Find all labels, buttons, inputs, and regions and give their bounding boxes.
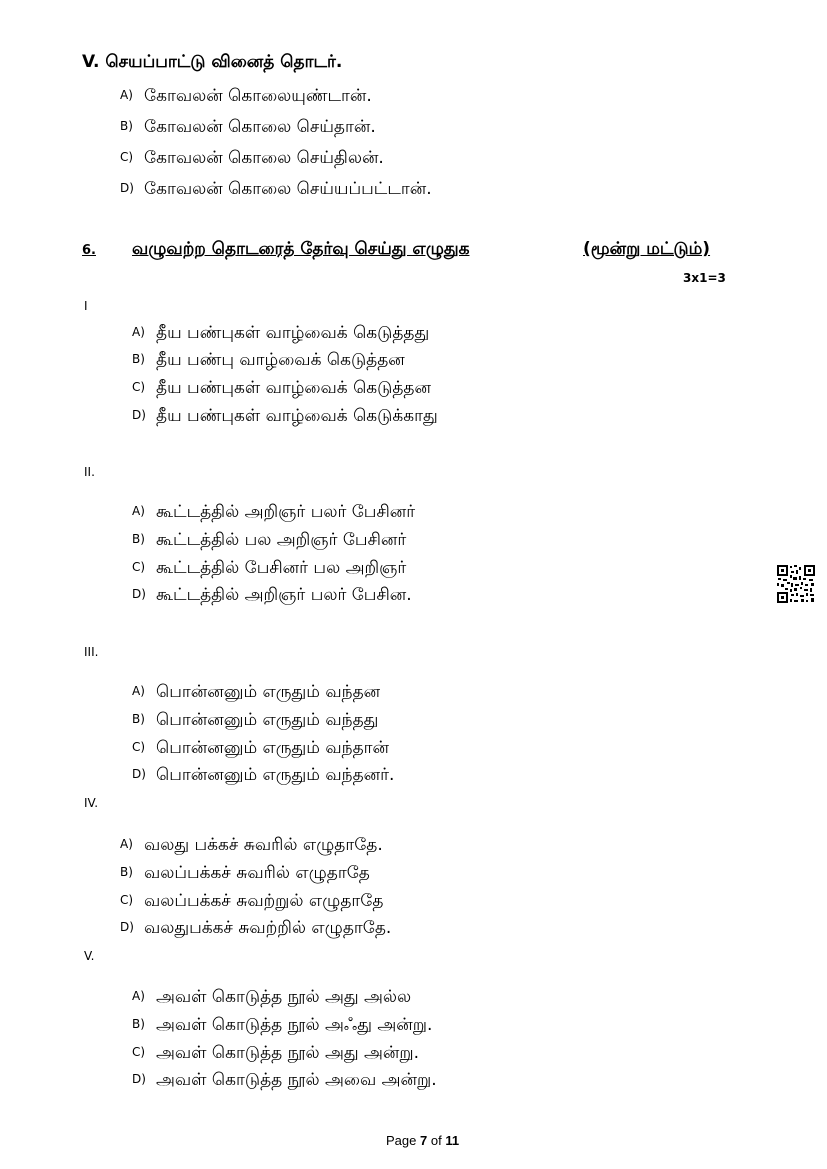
option-text: வலப்பக்கச் சுவற்றுல் எழுதாதே: [144, 891, 384, 911]
option-text: பொன்னனும் எருதும் வந்தான்: [156, 738, 390, 758]
option-text: கோவலன் கொலை செய்யப்பட்டான்.: [144, 179, 432, 199]
option-text: தீய பண்புகள் வாழ்வைக் கெடுக்காது: [156, 406, 438, 426]
qr-code-icon: [776, 564, 816, 604]
group-label: III.: [84, 645, 99, 659]
option-d: [120, 179, 432, 201]
option-b: [132, 350, 405, 372]
option-d: [132, 765, 394, 787]
option-letter: B): [132, 352, 145, 366]
option-letter: A): [120, 837, 133, 851]
option-d: [120, 918, 391, 940]
option-text: வலப்பக்கச் சுவரில் எழுதாதே: [144, 863, 370, 883]
group-label: II.: [84, 465, 95, 479]
option-letter: B): [120, 865, 133, 879]
option-letter: C): [120, 893, 134, 907]
option-text: கோவலன் கொலையுண்டான்.: [144, 86, 372, 106]
option-letter: D): [120, 920, 134, 934]
option-d: [132, 1070, 437, 1092]
option-c: [132, 1043, 419, 1065]
option-letter: C): [132, 380, 146, 394]
option-letter: D): [132, 1072, 146, 1086]
option-a: [120, 835, 383, 857]
marks-label: 3x1=3: [683, 271, 726, 285]
question-number: 6.: [82, 243, 96, 258]
option-letter: C): [132, 1045, 146, 1059]
option-letter: B): [132, 532, 145, 546]
option-text: அவள் கொடுத்த நூல் அது அல்ல: [156, 987, 412, 1007]
option-text: பொன்னனும் எருதும் வந்தன: [156, 682, 381, 702]
option-text: கூட்டத்தில் அறிஞர் பலர் பேசின.: [156, 585, 412, 605]
option-a: [120, 86, 372, 108]
of-word: of: [430, 1133, 442, 1148]
option-letter: D): [132, 767, 146, 781]
option-letter: A): [132, 325, 145, 339]
question-title: வழுவற்ற தொடரைத் தேர்வு செய்து எழுதுக: [132, 239, 470, 259]
page-number: 7: [420, 1133, 428, 1148]
option-c: [132, 738, 389, 760]
option-a: [132, 682, 380, 704]
option-letter: A): [132, 989, 145, 1003]
option-letter: A): [132, 684, 145, 698]
option-text: தீய பண்பு வாழ்வைக் கெடுத்தன: [156, 350, 405, 370]
option-c: [120, 891, 383, 913]
option-text: கூட்டத்தில் பேசினர் பல அறிஞர்: [156, 558, 407, 578]
option-text: கூட்டத்தில் அறிஞர் பலர் பேசினர்: [156, 502, 416, 522]
option-letter: B): [132, 1017, 145, 1031]
option-text: அவள் கொடுத்த நூல் அஃது அன்று.: [156, 1015, 433, 1035]
group-label: V.: [84, 949, 95, 963]
option-d: [132, 585, 412, 607]
option-text: வலது பக்கச் சுவரில் எழுதாதே.: [144, 835, 383, 855]
option-text: அவள் கொடுத்த நூல் அவை அன்று.: [156, 1070, 437, 1090]
option-text: தீய பண்புகள் வாழ்வைக் கெடுத்தது: [156, 323, 430, 343]
option-text: பொன்னனும் எருதும் வந்தனர்.: [156, 765, 395, 785]
option-b: [132, 1015, 432, 1037]
option-text: தீய பண்புகள் வாழ்வைக் கெடுத்தன: [156, 378, 431, 398]
option-b: [132, 530, 406, 552]
option-letter: A): [132, 504, 145, 518]
option-letter: B): [120, 119, 133, 133]
option-b: [120, 117, 376, 139]
page-footer: [386, 1133, 459, 1148]
option-c: [132, 378, 431, 400]
option-b: [120, 863, 370, 885]
option-b: [132, 710, 378, 732]
option-letter: B): [132, 712, 145, 726]
option-letter: D): [120, 181, 134, 195]
option-text: வலதுபக்கச் சுவற்றில் எழுதாதே.: [144, 918, 392, 938]
option-letter: D): [132, 408, 146, 422]
question-note: (மூன்று மட்டும்): [583, 239, 711, 259]
option-letter: C): [120, 150, 134, 164]
option-letter: D): [132, 587, 146, 601]
option-letter: C): [132, 560, 146, 574]
group-label: IV.: [84, 796, 99, 810]
option-text: அவள் கொடுத்த நூல் அது அன்று.: [156, 1043, 420, 1063]
option-text: கூட்டத்தில் பல அறிஞர் பேசினர்: [156, 530, 407, 550]
option-a: [132, 323, 429, 345]
group-label: I: [84, 299, 88, 313]
page-word: Page: [386, 1133, 417, 1148]
option-c: [132, 558, 406, 580]
section-heading-v: V. செயப்பாட்டு வினைத் தொடர்.: [82, 52, 343, 72]
option-letter: A): [120, 88, 133, 102]
option-letter: C): [132, 740, 146, 754]
option-text: பொன்னனும் எருதும் வந்தது: [156, 710, 379, 730]
total-pages: 11: [445, 1133, 460, 1148]
option-c: [120, 148, 384, 170]
option-text: கோவலன் கொலை செய்தான்.: [144, 117, 376, 137]
option-d: [132, 406, 438, 428]
option-a: [132, 987, 411, 1009]
option-a: [132, 502, 415, 524]
option-text: கோவலன் கொலை செய்திலன்.: [144, 148, 384, 168]
